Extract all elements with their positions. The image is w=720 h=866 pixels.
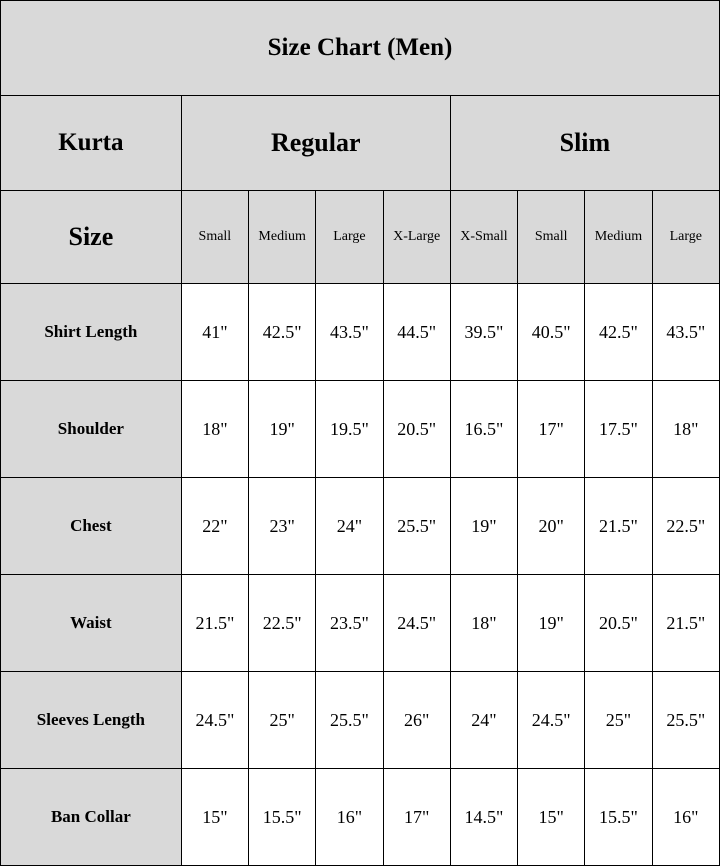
measurement-value: 24.5" (383, 575, 450, 672)
measurement-value: 17.5" (585, 381, 652, 478)
measurement-label: Sleeves Length (1, 672, 182, 769)
measurement-value: 23" (249, 478, 316, 575)
chart-title: Size Chart (Men) (1, 1, 720, 96)
measurement-value: 20" (518, 478, 585, 575)
measurement-value: 17" (383, 769, 450, 866)
measurement-value: 42.5" (585, 284, 652, 381)
table-row (1, 672, 720, 769)
measurement-value: 25.5" (383, 478, 450, 575)
measurement-value: 20.5" (585, 575, 652, 672)
size-header-row (1, 191, 720, 284)
size-column-4: X-Small (450, 191, 517, 284)
measurement-value: 24.5" (518, 672, 585, 769)
measurement-value: 23.5" (316, 575, 383, 672)
measurement-label: Ban Collar (1, 769, 182, 866)
measurement-label: Shoulder (1, 381, 182, 478)
measurement-value: 43.5" (652, 284, 719, 381)
measurement-value: 19" (249, 381, 316, 478)
fit-slim: Slim (450, 96, 719, 191)
measurement-label: Waist (1, 575, 182, 672)
measurement-value: 24" (316, 478, 383, 575)
measurement-value: 40.5" (518, 284, 585, 381)
table-row (1, 478, 720, 575)
table-row (1, 575, 720, 672)
fit-header-row (1, 96, 720, 191)
size-column-0: Small (181, 191, 248, 284)
table-row (1, 284, 720, 381)
measurement-value: 21.5" (585, 478, 652, 575)
measurement-value: 21.5" (181, 575, 248, 672)
measurement-value: 25.5" (316, 672, 383, 769)
measurement-value: 15" (518, 769, 585, 866)
measurement-value: 41" (181, 284, 248, 381)
size-column-5: Small (518, 191, 585, 284)
measurement-value: 25" (249, 672, 316, 769)
measurement-value: 17" (518, 381, 585, 478)
measurement-value: 18" (652, 381, 719, 478)
measurement-value: 21.5" (652, 575, 719, 672)
measurement-value: 19" (518, 575, 585, 672)
measurement-value: 18" (450, 575, 517, 672)
measurement-value: 14.5" (450, 769, 517, 866)
measurement-value: 15" (181, 769, 248, 866)
size-column-2: Large (316, 191, 383, 284)
measurement-value: 43.5" (316, 284, 383, 381)
measurement-value: 42.5" (249, 284, 316, 381)
measurement-value: 22.5" (249, 575, 316, 672)
measurement-value: 24.5" (181, 672, 248, 769)
table-row (1, 769, 720, 866)
size-column-6: Medium (585, 191, 652, 284)
measurement-label: Shirt Length (1, 284, 182, 381)
size-column-3: X-Large (383, 191, 450, 284)
measurement-value: 24" (450, 672, 517, 769)
measurement-value: 20.5" (383, 381, 450, 478)
measurement-value: 22.5" (652, 478, 719, 575)
size-label: Size (1, 191, 182, 284)
measurement-value: 19" (450, 478, 517, 575)
measurement-value: 26" (383, 672, 450, 769)
measurement-value: 19.5" (316, 381, 383, 478)
table-row (1, 381, 720, 478)
size-column-7: Large (652, 191, 719, 284)
measurement-value: 16" (652, 769, 719, 866)
measurement-value: 15.5" (249, 769, 316, 866)
measurement-value: 16" (316, 769, 383, 866)
size-column-1: Medium (249, 191, 316, 284)
measurement-value: 22" (181, 478, 248, 575)
measurement-value: 15.5" (585, 769, 652, 866)
measurement-value: 25" (585, 672, 652, 769)
measurement-value: 44.5" (383, 284, 450, 381)
category-label: Kurta (1, 96, 182, 191)
measurement-label: Chest (1, 478, 182, 575)
title-row (1, 1, 720, 96)
measurement-value: 25.5" (652, 672, 719, 769)
measurement-value: 18" (181, 381, 248, 478)
fit-regular: Regular (181, 96, 450, 191)
measurement-value: 39.5" (450, 284, 517, 381)
measurement-value: 16.5" (450, 381, 517, 478)
